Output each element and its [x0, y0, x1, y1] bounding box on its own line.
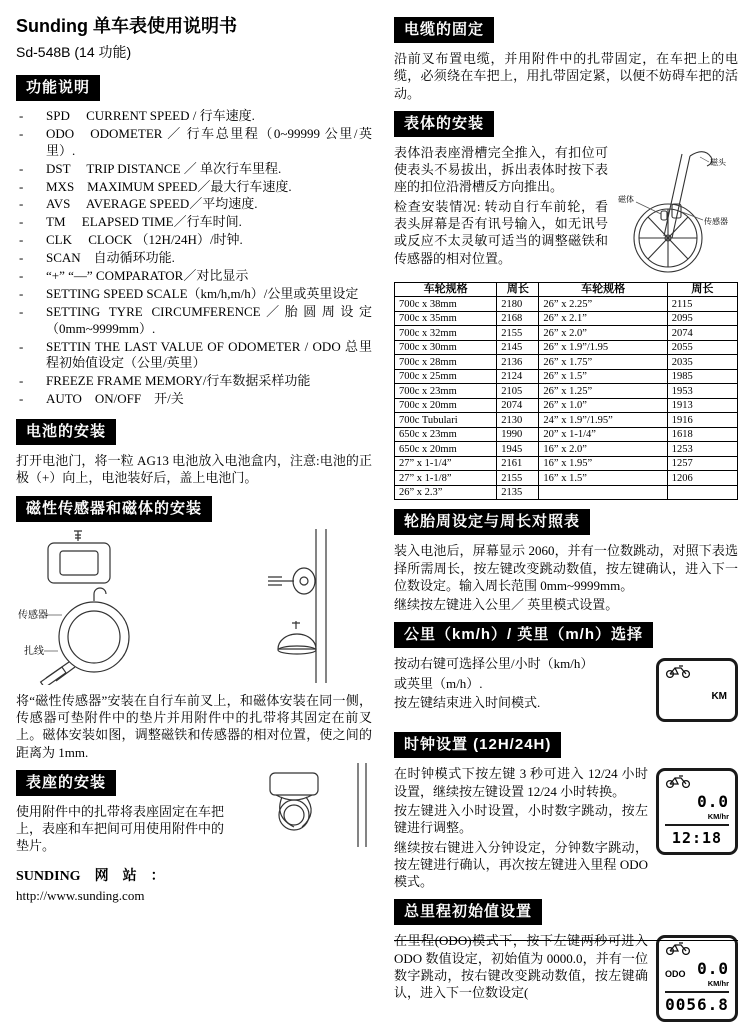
- section-header-tyre: 轮胎周设定与周长对照表: [394, 509, 590, 535]
- table-row: [395, 398, 738, 413]
- circumference-cell: 2145: [497, 340, 539, 355]
- odo-text: 在里程(ODO)模式下，按下左键两秒可进入 ODO 数值设定，初始值为 0000.0，并有一位数字跳动，按右键改变跳动数值，按左键确认，进入下一位数设定(: [394, 933, 648, 1001]
- website-url: http://www.sunding.com: [16, 887, 145, 903]
- lcd-divider: [665, 824, 729, 826]
- table-row: [395, 442, 738, 457]
- table-row: [395, 297, 738, 312]
- circumference-cell: 1913: [667, 398, 737, 413]
- lcd-speed-value: 0.0: [697, 792, 729, 812]
- bike-sensor-figure: [616, 144, 738, 276]
- wheel-spec-cell: 700c x 20mm: [395, 398, 497, 413]
- clock-section: [394, 765, 738, 892]
- lcd-speed-unit: KM/hr: [707, 978, 729, 988]
- wheel-spec-cell: 700c x 38mm: [395, 297, 497, 312]
- list-item: - AUTO ON/OFF 开/关: [16, 391, 372, 408]
- table-row: [395, 384, 738, 399]
- lcd-speed-unit: KM/hr: [707, 811, 729, 821]
- table-row: [395, 485, 738, 500]
- battery-text: 打开电池门，将一粒 AG13 电池放入电池盒内，注意:电池的正极（+）向上，电池装好后，盖上电池门。: [16, 453, 372, 486]
- list-item: - DST TRIP DISTANCE ／ 单次行车里程.: [16, 161, 372, 178]
- wheel-spec-cell: 26” x 2.25”: [539, 297, 667, 312]
- wheel-spec-cell: 26” x 1.5”: [539, 369, 667, 384]
- table-row: [395, 369, 738, 384]
- sensor-install-figure: [16, 527, 366, 685]
- wheel-spec-cell: 27” x 1-1/8”: [395, 471, 497, 486]
- wheel-spec-cell: 700c x 32mm: [395, 326, 497, 341]
- wheel-spec-cell: 26” x 2.0”: [539, 326, 667, 341]
- unit-text-3: 按左键结束进入时间模式.: [394, 695, 541, 711]
- wheel-spec-cell: 26” x 2.3”: [395, 485, 497, 500]
- section-header-battery: 电池的安装: [16, 419, 116, 445]
- wheel-spec-cell: 16” x 2.0”: [539, 442, 667, 457]
- circumference-cell: 1916: [667, 413, 737, 428]
- table-row: [395, 471, 738, 486]
- wheel-spec-cell: 650c x 20mm: [395, 442, 497, 457]
- circumference-cell: 2136: [497, 355, 539, 370]
- feature-list: [16, 108, 372, 408]
- clock-text-1: 在时钟模式下按左键 3 秒可进入 12/24 小时设置，继续按左键设置 12/24 小时转换。: [394, 766, 648, 799]
- list-item: - ODO ODOMETER ／ 行车总里程（0~99999 公里/英里）.: [16, 126, 372, 160]
- wheel-spec-cell: 16” x 1.95”: [539, 456, 667, 471]
- wheel-spec-cell: 700c Tubulari: [395, 413, 497, 428]
- wheel-spec-cell: 20” x 1-1/4”: [539, 427, 667, 442]
- wheel-spec-cell: 26” x 1.0”: [539, 398, 667, 413]
- wheel-spec-cell: [539, 485, 667, 500]
- bike-icon: [665, 941, 691, 955]
- circumference-cell: 2035: [667, 355, 737, 370]
- col-header: 周长: [667, 282, 737, 297]
- unit-section: [394, 655, 738, 725]
- tyre-text-2: 继续按左键进入公里／ 英里模式设置。: [394, 597, 619, 613]
- list-item: - SETTING SPEED SCALE（km/h,m/h）/公里或英里设定: [16, 286, 372, 303]
- circumference-cell: 1618: [667, 427, 737, 442]
- list-item: - SPD CURRENT SPEED / 行车速度.: [16, 108, 372, 125]
- wheel-spec-cell: 16” x 1.5”: [539, 471, 667, 486]
- table-header-row: [395, 282, 738, 297]
- circumference-cell: 2095: [667, 311, 737, 326]
- section-header-sensor: 磁性传感器和磁体的安装: [16, 496, 212, 522]
- clock-text-2: 按左键进入小时设置，小时数字跳动，按左键进行调整。: [394, 803, 648, 836]
- odo-section: [394, 932, 738, 1025]
- left-column: [16, 0, 372, 904]
- wheel-spec-cell: 26” x 1.25”: [539, 384, 667, 399]
- wheel-spec-cell: 24” x 1.9”/1.95”: [539, 413, 667, 428]
- circumference-cell: 1953: [667, 384, 737, 399]
- circumference-cell: 2130: [497, 413, 539, 428]
- tyre-text-1: 装入电池后，屏幕显示 2060，并有一位数跳动，对照下表选择所需周长，按左键改变跳动数值，按左键确认，进入下一位数设定。输入周长范围 0mm~9999mm。: [394, 543, 738, 593]
- lcd-clock-display: [656, 768, 738, 854]
- lcd-divider: [665, 991, 729, 993]
- mount-text: 使用附件中的扎带将表座固定在车把上，表座和车把间可用使用附件中的垫片。: [16, 803, 225, 854]
- section-header-cable: 电缆的固定: [394, 17, 494, 43]
- body-text-1: 表体沿表座滑槽完全推入，有扣位可使表头不易拔出，拆出表体时按下表座的扣位沿滑槽反方向推出。: [394, 144, 608, 195]
- bike-icon: [665, 664, 691, 678]
- table-row: [395, 340, 738, 355]
- tie-label: 扎线: [24, 645, 44, 657]
- magnet-head-label: 磁头: [710, 157, 726, 167]
- section-header-unit: 公里（km/h）/ 英里（m/h）选择: [394, 622, 653, 648]
- sensor-text: 将“磁性传感器”安装在自行车前叉上，和磁体安装在同一侧，传感器可垫附件中的垫片并用附件中的扎带将其固定在前叉上。磁体安装如图，调整磁铁和传感器的相对位置，使之间的距离为 1mm.: [16, 692, 372, 760]
- list-item: - “+” “—” COMPARATOR／对比显示: [16, 268, 372, 285]
- col-header: 车轮规格: [539, 282, 667, 297]
- circumference-cell: 2105: [497, 384, 539, 399]
- col-header: 车轮规格: [395, 282, 497, 297]
- unit-text-2: 或英里（m/h）.: [394, 675, 483, 691]
- circumference-cell: 2124: [497, 369, 539, 384]
- wheel-spec-cell: 26” x 1.75”: [539, 355, 667, 370]
- wheel-size-table: [394, 282, 738, 501]
- section-header-odo: 总里程初始值设置: [394, 899, 542, 925]
- bike-sensor-label: 传感器: [704, 216, 728, 226]
- mount-section: [16, 763, 372, 857]
- lcd-time-value: 12:18: [671, 828, 723, 847]
- table-row: [395, 427, 738, 442]
- magnet-label: 磁体: [618, 194, 634, 204]
- list-item: - SETTING TYRE CIRCUMFERENCE／胎圆周设定（0mm~9999mm）.: [16, 304, 372, 338]
- unit-text-1: 按动右键可选择公里/小时（km/h）: [394, 656, 594, 672]
- mount-install-figure: [232, 763, 372, 847]
- list-item: - MXS MAXIMUM SPEED／最大行车速度.: [16, 179, 372, 196]
- circumference-cell: 1990: [497, 427, 539, 442]
- circumference-cell: 1257: [667, 456, 737, 471]
- lcd-odo-label: ODO: [665, 968, 686, 979]
- table-row: [395, 355, 738, 370]
- circumference-cell: 1945: [497, 442, 539, 457]
- list-item: - CLK CLOCK （12H/24H）/时钟.: [16, 232, 372, 249]
- circumference-cell: 2074: [667, 326, 737, 341]
- wheel-spec-cell: 26” x 1.9”/1.95: [539, 340, 667, 355]
- lcd-unit-display: [656, 658, 738, 722]
- list-item: - SETTIN THE LAST VALUE OF ODOMETER / ODO 总里程初始值设定（公里/英里）: [16, 339, 372, 373]
- cable-text: 沿前叉布置电缆，并用附件中的扎带固定，在车把上的电缆，必须绕在车把上，用扎带固定紧，以便不妨碍车把的活动。: [394, 51, 738, 101]
- list-item: - FREEZE FRAME MEMORY/行车数据采样功能: [16, 373, 372, 390]
- body-section: [394, 144, 738, 278]
- lcd-speed-value: 0.0: [697, 959, 729, 979]
- circumference-cell: 2115: [667, 297, 737, 312]
- lcd-km-label: KM: [711, 691, 727, 703]
- col-header: 周长: [497, 282, 539, 297]
- wheel-spec-cell: 27” x 1-1/4”: [395, 456, 497, 471]
- section-header-mount: 表座的安装: [16, 770, 116, 796]
- section-header-body: 表体的安装: [394, 111, 494, 137]
- wheel-spec-cell: 700c x 28mm: [395, 355, 497, 370]
- page-subtitle: Sd-548B (14 功能): [16, 44, 132, 60]
- right-column: [394, 0, 738, 1025]
- table-row: [395, 326, 738, 341]
- circumference-cell: 2180: [497, 297, 539, 312]
- body-text-2: 检查安装情况: 转动自行车前轮，看表头屏幕是否有讯号输入，如无讯号或反应不太灵敏可适当的调整磁铁和传感器的相对位置。: [394, 198, 608, 266]
- circumference-cell: 2168: [497, 311, 539, 326]
- circumference-cell: [667, 485, 737, 500]
- table-row: [395, 456, 738, 471]
- circumference-cell: 1253: [667, 442, 737, 457]
- table-row: [395, 413, 738, 428]
- wheel-spec-cell: 700c x 35mm: [395, 311, 497, 326]
- page-title: Sunding 单车表使用说明书: [16, 16, 237, 36]
- list-item: - AVS AVERAGE SPEED／平均速度.: [16, 196, 372, 213]
- page-bottom-rule: [394, 940, 738, 941]
- circumference-cell: 1206: [667, 471, 737, 486]
- sensor-label: 传感器: [18, 609, 48, 621]
- list-item: - TM ELAPSED TIME／行车时间.: [16, 214, 372, 231]
- website-label: SUNDING 网 站 ：: [16, 868, 165, 884]
- wheel-spec-cell: 700c x 30mm: [395, 340, 497, 355]
- section-header-features: 功能说明: [16, 75, 100, 101]
- circumference-cell: 1985: [667, 369, 737, 384]
- circumference-cell: 2161: [497, 456, 539, 471]
- circumference-cell: 2074: [497, 398, 539, 413]
- clock-text-3: 继续按右键进入分钟设定，分钟数字跳动，按左键进行确认，再次按左键进入里程 ODO 模式。: [394, 839, 648, 890]
- section-header-clock: 时钟设置 (12H/24H): [394, 732, 561, 758]
- table-row: [395, 311, 738, 326]
- bike-icon: [665, 774, 691, 788]
- circumference-cell: 2135: [497, 485, 539, 500]
- lcd-odo-value: 0056.8: [665, 994, 729, 1014]
- circumference-cell: 2055: [667, 340, 737, 355]
- list-item: - SCAN 自动循环功能.: [16, 250, 372, 267]
- wheel-spec-cell: 650c x 23mm: [395, 427, 497, 442]
- wheel-spec-cell: 26” x 2.1”: [539, 311, 667, 326]
- circumference-cell: 2155: [497, 471, 539, 486]
- wheel-spec-cell: 700c x 25mm: [395, 369, 497, 384]
- wheel-spec-cell: 700c x 23mm: [395, 384, 497, 399]
- circumference-cell: 2155: [497, 326, 539, 341]
- lcd-odometer-display: [656, 935, 738, 1022]
